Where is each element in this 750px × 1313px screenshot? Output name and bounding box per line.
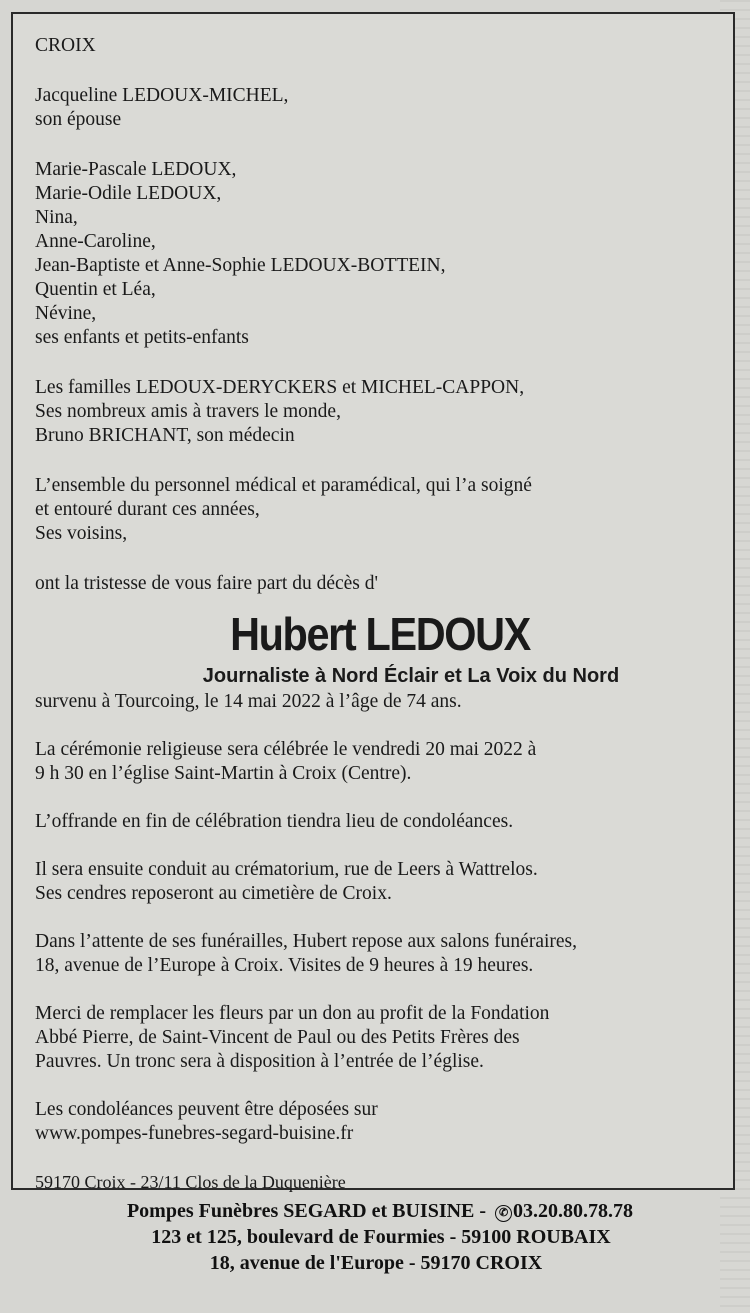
obituary-notice-box xyxy=(11,12,735,1190)
footer-phone: 03.20.80.78.78 xyxy=(513,1200,634,1222)
town-heading: CROIX xyxy=(35,35,96,56)
families-block xyxy=(35,376,725,448)
list-item: Jean-Baptiste et Anne-Sophie LEDOUX-BOTTEIN, xyxy=(35,255,446,276)
funeral-director-footer xyxy=(0,1198,750,1276)
list-item: Névine, xyxy=(35,303,97,324)
spouse-name: Jacqueline LEDOUX-MICHEL, xyxy=(35,85,289,106)
list-item: Il sera ensuite conduit au crématorium, rue de Leers à Wattrelos. xyxy=(35,859,538,880)
deceased-role: Journaliste à Nord Éclair et La Voix du Nord xyxy=(202,665,620,687)
list-item: Marie-Odile LEDOUX, xyxy=(35,183,222,204)
footer-company: Pompes Funèbres SEGARD et BUISINE - xyxy=(126,1200,487,1222)
condolences-website: www.pompes-funebres-segard-buisine.fr xyxy=(35,1123,354,1144)
phone-circle-icon: ✆ xyxy=(495,1205,512,1222)
funeral-home-block xyxy=(35,930,725,978)
donations-block xyxy=(35,1002,725,1074)
announcement-text: ont la tristesse de vous faire part du décès d' xyxy=(35,573,379,594)
list-item: et entouré durant ces années, xyxy=(35,499,260,520)
list-item: 9 h 30 en l’église Saint-Martin à Croix (Centre). xyxy=(35,763,412,784)
deceased-name: Hubert LEDOUX xyxy=(230,608,530,660)
cremation-block xyxy=(35,858,725,906)
obituary-text xyxy=(35,34,725,1194)
list-item: Les familles LEDOUX-DERYCKERS et MICHEL-CAPPON, xyxy=(35,377,525,398)
staff-block xyxy=(35,474,725,546)
list-item: Dans l’attente de ses funérailles, Hubert repose aux salons funéraires, xyxy=(35,931,578,952)
list-item: Abbé Pierre, de Saint-Vincent de Paul ou des Petits Frères des xyxy=(35,1027,520,1048)
list-item: La cérémonie religieuse sera célébrée le vendredi 20 mai 2022 à xyxy=(35,739,537,760)
death-details: survenu à Tourcoing, le 14 mai 2022 à l’âge de 74 ans. xyxy=(35,691,462,712)
list-item: ses enfants et petits-enfants xyxy=(35,327,249,348)
list-item: Bruno BRICHANT, son médecin xyxy=(35,425,295,446)
offering-text: L’offrande en fin de célébration tiendra lieu de condoléances. xyxy=(35,811,514,832)
condolences-block xyxy=(35,1098,725,1146)
address-line: 59170 Croix - 23/11 Clos de la Duquenière xyxy=(35,1172,346,1192)
list-item: Marie-Pascale LEDOUX, xyxy=(35,159,237,180)
spouse-relation: son épouse xyxy=(35,109,122,130)
list-item: Merci de remplacer les fleurs par un don au profit de la Fondation xyxy=(35,1003,550,1024)
spouse-block xyxy=(35,84,725,132)
list-item: Les condoléances peuvent être déposées sur xyxy=(35,1099,378,1120)
footer-company-line xyxy=(10,1198,750,1224)
footer-address-1: 123 et 125, boulevard de Fourmies - 59100 ROUBAIX xyxy=(151,1226,611,1248)
footer-address-2: 18, avenue de l'Europe - 59170 CROIX xyxy=(209,1252,543,1274)
list-item: Quentin et Léa, xyxy=(35,279,156,300)
list-item: Ses nombreux amis à travers le monde, xyxy=(35,401,341,422)
list-item: L’ensemble du personnel médical et paramédical, qui l’a soigné xyxy=(35,475,532,496)
list-item: Ses cendres reposeront au cimetière de Croix. xyxy=(35,883,392,904)
list-item: Nina, xyxy=(35,207,78,228)
list-item: Anne-Caroline, xyxy=(35,231,156,252)
children-block xyxy=(35,158,725,350)
list-item: 18, avenue de l’Europe à Croix. Visites de 9 heures à 19 heures. xyxy=(35,955,534,976)
list-item: Pauvres. Un tronc sera à disposition à l’entrée de l’église. xyxy=(35,1051,484,1072)
list-item: Ses voisins, xyxy=(35,523,128,544)
ceremony-block xyxy=(35,738,725,786)
